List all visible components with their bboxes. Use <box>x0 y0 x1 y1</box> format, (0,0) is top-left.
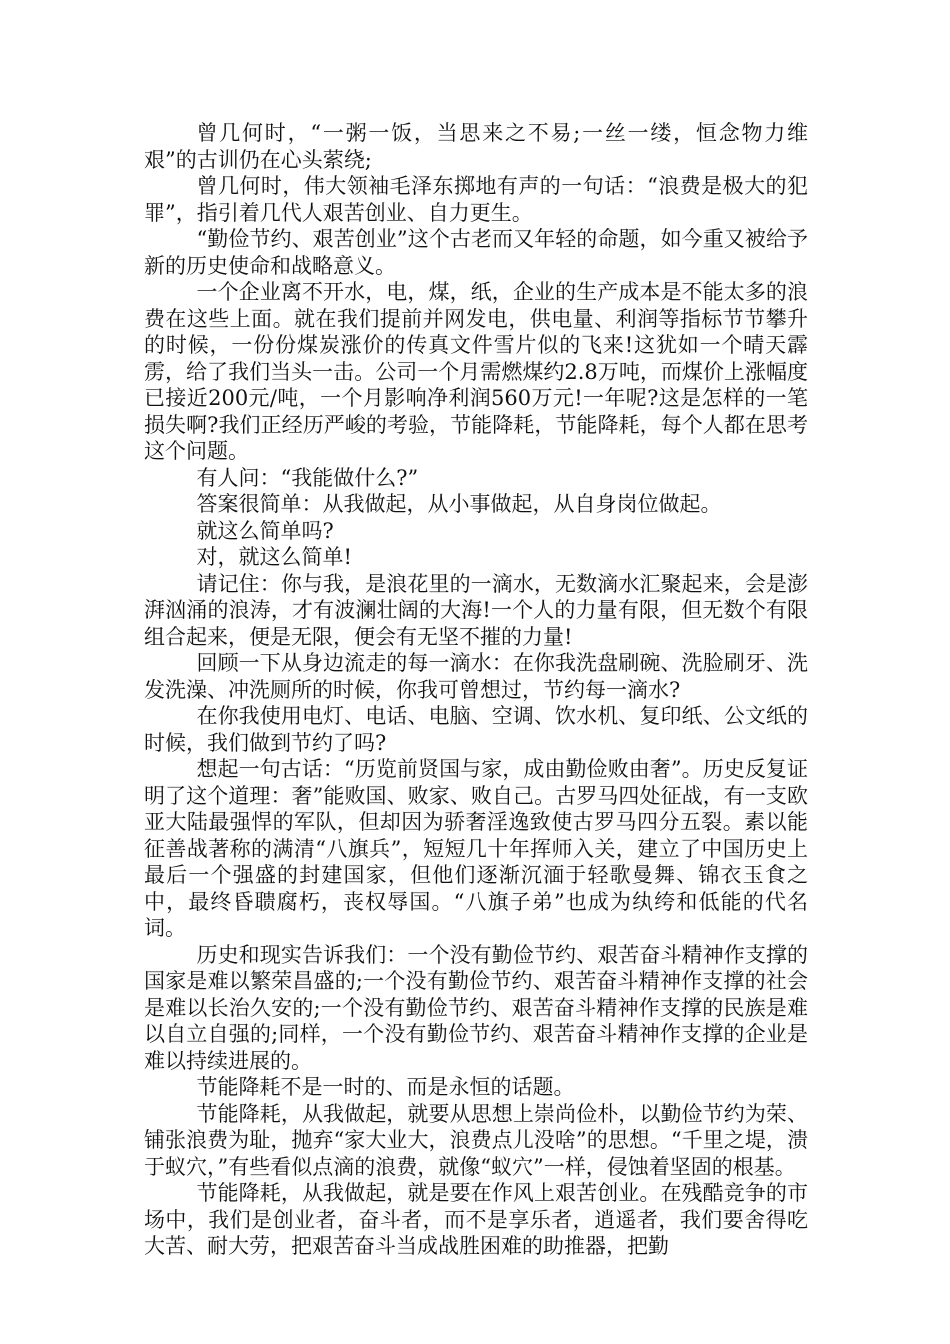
paragraph: 答案很简单：从我做起，从小事做起，从自身岗位做起。 <box>196 492 722 516</box>
paragraph: 请记住：你与我，是浪花里的一滴水，无数滴水汇聚起来，会是澎湃汹涌的浪涛，才有波澜壮阔的大海!一个人的力量有限，但无数个有限组合起来，便是无限，便会有无坚不摧的力量! <box>144 571 808 649</box>
paragraph: 想起一句古话：“历览前贤国与家，成由勤俭败由奢”。历史反复证明了这个道理：奢”能败国、败家、败自己。古罗马四处征战，有一支欧亚大陆最强悍的军队，但却因为骄奢淫逸致使古罗马四分五裂。素以能征善战著称的满清“八旗兵”，短短几十年挥师入关，建立了中国历史上最后一个强盛的封建国家，但他们逐渐沉湎于轻歌曼舞、锦衣玉食之中，最终昏聩腐朽，丧权辱国。“八旗子弟”也成为纨绔和低能的代名词。 <box>144 757 808 940</box>
paragraph: 回顾一下从身边流走的每一滴水：在你我洗盘刷碗、洗脸刷牙、洗发洗澡、冲洗厕所的时候，你我可曾想过，节约每一滴水? <box>144 651 808 702</box>
paragraph: 有人问：“我能做什么?” <box>196 465 419 490</box>
paragraph: 曾几何时，伟大领袖毛泽东掷地有声的一句话：“浪费是极大的犯罪”，指引着几代人艰苦创业、自力更生。 <box>144 174 808 225</box>
document-body <box>144 120 808 1260</box>
paragraph: 对，就这么简单! <box>196 545 352 569</box>
paragraph: 就这么简单吗? <box>196 518 334 543</box>
paragraph: 节能降耗不是一时的、而是永恒的话题。 <box>196 1075 575 1099</box>
paragraph: 节能降耗，从我做起，就是要在作风上艰苦创业。在残酷竞争的市场中，我们是创业者，奋斗者，而不是享乐者，逍遥者，我们要舍得吃大苦、耐大劳，把艰苦奋斗当成战胜困难的助推器，把勤 <box>144 1181 808 1258</box>
paragraph: 一个企业离不开水，电，煤，纸，企业的生产成本是不能太多的浪费在这些上面。就在我们提前并网发电，供电量、利润等指标节节攀升的时候，一份份煤炭涨价的传真文件雪片似的飞来!这犹如一个晴天霹雳，给了我们当头一击。公司一个月需燃煤约2.8万吨，而煤价上涨幅度已接近200元/吨，一个月影响净利润560万元!一年呢?这是怎样的一笔损失啊?我们正经历严峻的考验，节能降耗，节能降耗，每个人都在思考这个问题。 <box>144 280 808 463</box>
paragraph: 节能降耗，从我做起，就要从思想上崇尚俭朴，以勤俭节约为荣、铺张浪费为耻，抛弃“家大业大，浪费点儿没啥”的思想。“千里之堤，溃于蚁穴，”有些看似点滴的浪费，就像“蚁穴”一样，侵蚀着坚固的根基。 <box>144 1101 808 1179</box>
paragraph: 曾几何时，“一粥一饭，当思来之不易;一丝一缕，恒念物力维艰”的古训仍在心头萦绕; <box>144 121 808 172</box>
paragraph: “勤俭节约、艰苦创业”这个古老而又年轻的命题，如今重又被给予新的历史使命和战略意义。 <box>144 227 808 278</box>
paragraph: 在你我使用电灯、电话、电脑、空调、饮水机、复印纸、公文纸的时候，我们做到节约了吗? <box>144 704 808 755</box>
paragraph: 历史和现实告诉我们：一个没有勤俭节约、艰苦奋斗精神作支撑的国家是难以繁荣昌盛的;一个没有勤俭节约、艰苦奋斗精神作支撑的社会是难以长治久安的;一个没有勤俭节约、艰苦奋斗精神作支撑的民族是难以自立自强的;同样，一个没有勤俭节约、艰苦奋斗精神作支撑的企业是难以持续进展的。 <box>144 942 808 1073</box>
